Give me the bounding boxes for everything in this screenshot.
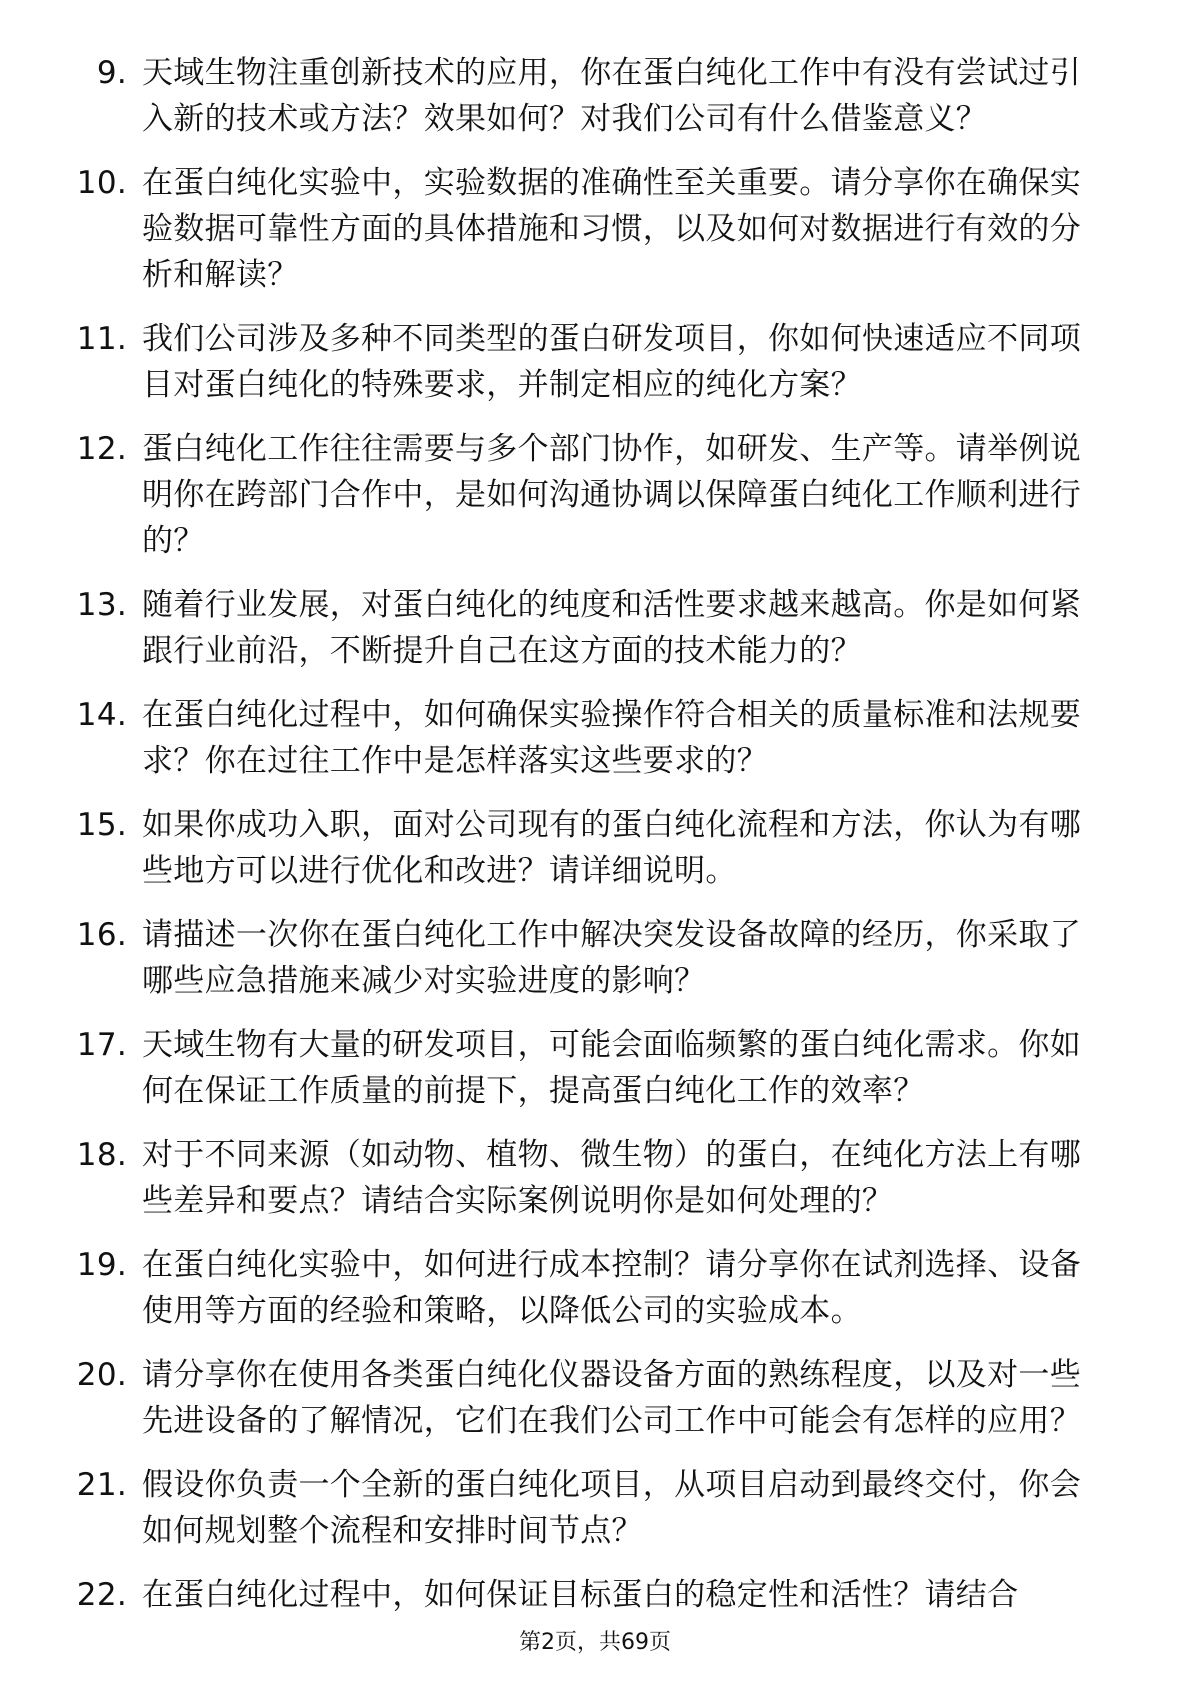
question-item bbox=[70, 1462, 1110, 1554]
question-number: 18. bbox=[76, 1137, 127, 1173]
question-number: 13. bbox=[76, 587, 127, 623]
question-text: 天域生物注重创新技术的应用，你在蛋白纯化工作中有没有尝试过引入新的技术或方法？效果如何？对我们公司有什么借鉴意义？ bbox=[142, 55, 1081, 137]
question-number: 9. bbox=[96, 55, 127, 91]
question-item bbox=[70, 692, 1110, 784]
question-text: 在蛋白纯化过程中，如何确保实验操作符合相关的质量标准和法规要求？你在过往工作中是怎样落实这些要求的？ bbox=[142, 697, 1081, 779]
question-item bbox=[70, 316, 1110, 408]
question-number: 22. bbox=[76, 1577, 127, 1613]
question-text: 请分享你在使用各类蛋白纯化仪器设备方面的熟练程度，以及对一些先进设备的了解情况，它们在我们公司工作中可能会有怎样的应用？ bbox=[142, 1357, 1081, 1439]
question-item bbox=[70, 160, 1110, 298]
question-number: 10. bbox=[76, 165, 127, 201]
question-item bbox=[70, 912, 1110, 1004]
question-text: 如果你成功入职，面对公司现有的蛋白纯化流程和方法，你认为有哪些地方可以进行优化和改进？请详细说明。 bbox=[142, 807, 1081, 889]
question-number: 19. bbox=[76, 1247, 127, 1283]
question-text: 在蛋白纯化实验中，实验数据的准确性至关重要。请分享你在确保实验数据可靠性方面的具体措施和习惯，以及如何对数据进行有效的分析和解读？ bbox=[142, 165, 1081, 293]
question-text: 在蛋白纯化过程中，如何保证目标蛋白的稳定性和活性？请结合 bbox=[142, 1577, 1019, 1613]
question-text: 假设你负责一个全新的蛋白纯化项目，从项目启动到最终交付，你会如何规划整个流程和安排时间节点？ bbox=[142, 1467, 1081, 1549]
question-text: 请描述一次你在蛋白纯化工作中解决突发设备故障的经历，你采取了哪些应急措施来减少对实验进度的影响？ bbox=[142, 917, 1081, 999]
question-text: 随着行业发展，对蛋白纯化的纯度和活性要求越来越高。你是如何紧跟行业前沿，不断提升自己在这方面的技术能力的？ bbox=[142, 587, 1081, 669]
question-item bbox=[70, 50, 1110, 142]
question-text: 天域生物有大量的研发项目，可能会面临频繁的蛋白纯化需求。你如何在保证工作质量的前提下，提高蛋白纯化工作的效率？ bbox=[142, 1027, 1081, 1109]
question-number: 20. bbox=[76, 1357, 127, 1393]
question-number: 15. bbox=[76, 807, 127, 843]
page-indicator: 第2页，共69页 bbox=[519, 1630, 671, 1655]
question-text: 在蛋白纯化实验中，如何进行成本控制？请分享你在试剂选择、设备使用等方面的经验和策略，以降低公司的实验成本。 bbox=[142, 1247, 1081, 1329]
question-item bbox=[70, 1352, 1110, 1444]
question-text: 对于不同来源（如动物、植物、微生物）的蛋白，在纯化方法上有哪些差异和要点？请结合实际案例说明你是如何处理的？ bbox=[142, 1137, 1081, 1219]
question-number: 14. bbox=[76, 697, 127, 733]
question-number: 21. bbox=[76, 1467, 127, 1503]
question-text: 蛋白纯化工作往往需要与多个部门协作，如研发、生产等。请举例说明你在跨部门合作中，是如何沟通协调以保障蛋白纯化工作顺利进行的？ bbox=[142, 431, 1081, 559]
question-item bbox=[70, 1242, 1110, 1334]
question-number: 17. bbox=[76, 1027, 127, 1063]
question-number: 16. bbox=[76, 917, 127, 953]
question-item bbox=[70, 1132, 1110, 1224]
question-text: 我们公司涉及多种不同类型的蛋白研发项目，你如何快速适应不同项目对蛋白纯化的特殊要求，并制定相应的纯化方案？ bbox=[142, 321, 1081, 403]
question-item bbox=[70, 802, 1110, 894]
question-number: 11. bbox=[76, 321, 127, 357]
question-item bbox=[70, 1572, 1110, 1618]
question-item bbox=[70, 582, 1110, 674]
question-item bbox=[70, 426, 1110, 564]
question-list bbox=[70, 50, 1110, 1636]
page-footer bbox=[0, 1628, 1190, 1658]
question-number: 12. bbox=[76, 431, 127, 467]
question-item bbox=[70, 1022, 1110, 1114]
